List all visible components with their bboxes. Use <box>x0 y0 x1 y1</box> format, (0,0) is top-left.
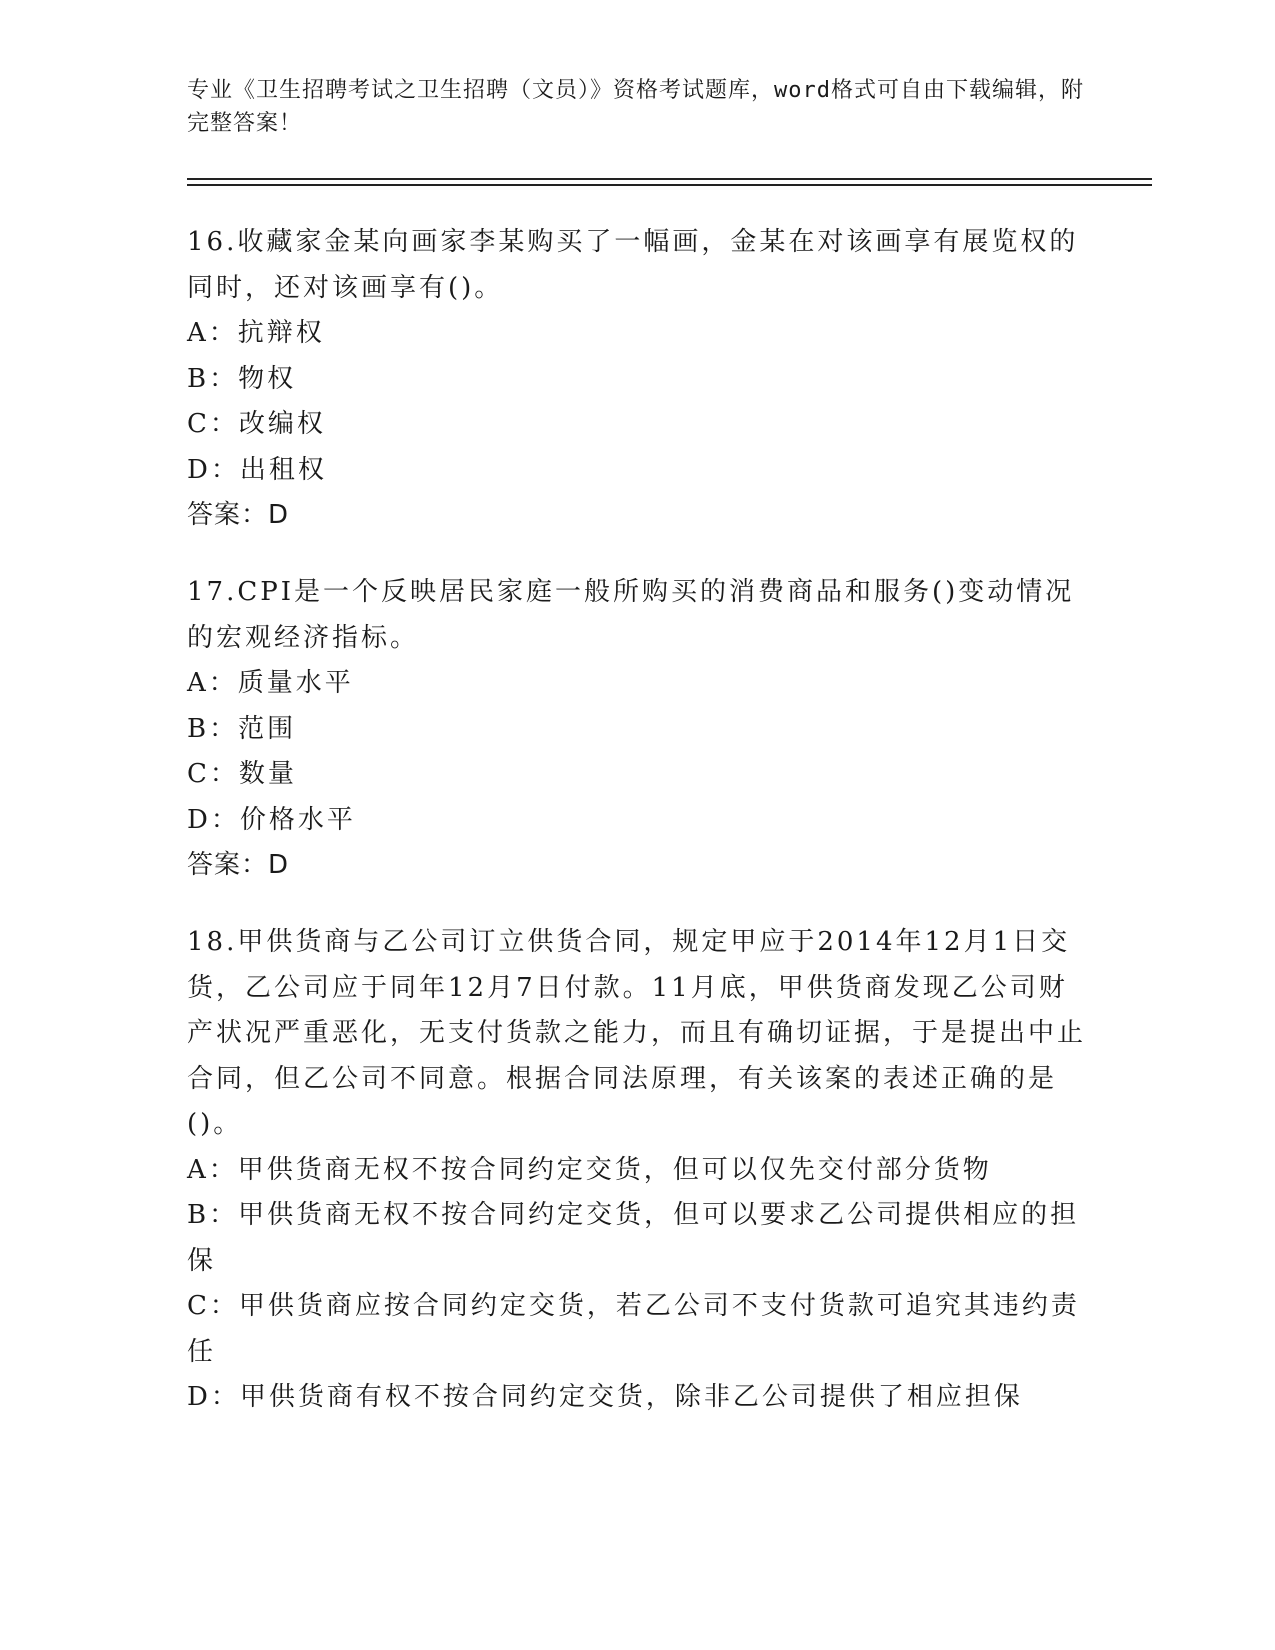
question-stem: 16.收藏家金某向画家李某购买了一幅画，金某在对该画享有展览权的同时，还对该画享有()。 <box>187 227 1079 303</box>
question-stem: 17.CPI是一个反映居民家庭一般所购买的消费商品和服务()变动情况的宏观经济指标。 <box>187 577 1075 653</box>
option-a: A：质量水平 <box>187 668 354 698</box>
option-b: B：甲供货商无权不按合同约定交货，但可以要求乙公司提供相应的担保 <box>187 1200 1080 1276</box>
answer: 答案：D <box>187 500 290 530</box>
question-18 <box>187 920 1087 1421</box>
question-16 <box>187 220 1087 539</box>
option-c: C：数量 <box>187 759 297 789</box>
option-a: A：抗辩权 <box>187 318 325 348</box>
header-divider-top <box>187 178 1152 180</box>
header-divider-bottom <box>187 184 1152 186</box>
option-d: D：出租权 <box>187 454 327 485</box>
option-d: D：甲供货商有权不按合同约定交货，除非乙公司提供了相应担保 <box>187 1382 1023 1412</box>
question-stem: 18.甲供货商与乙公司订立供货合同，规定甲应于2014年12月1日交货，乙公司应于同年12月7日付款。11月底，甲供货商发现乙公司财产状况严重恶化，无支付货款之能力，而且有确切证据，于是提出中止合同，但乙公司不同意。根据合同法原理，有关该案的表述正确的是()。 <box>187 927 1087 1139</box>
question-17 <box>187 570 1087 889</box>
option-a: A：甲供货商无权不按合同约定交货，但可以仅先交付部分货物 <box>187 1154 992 1185</box>
option-b: B：物权 <box>187 363 297 394</box>
answer: 答案：D <box>187 850 290 880</box>
option-b: B：范围 <box>187 713 297 744</box>
document-header: 专业《卫生招聘考试之卫生招聘（文员）》资格考试题库，word格式可自由下载编辑，附完整答案！ <box>187 78 1084 136</box>
option-c: C：改编权 <box>187 409 326 439</box>
option-d: D：价格水平 <box>187 804 356 835</box>
option-c: C：甲供货商应按合同约定交货，若乙公司不支付货款可追究其违约责任 <box>187 1291 1080 1367</box>
